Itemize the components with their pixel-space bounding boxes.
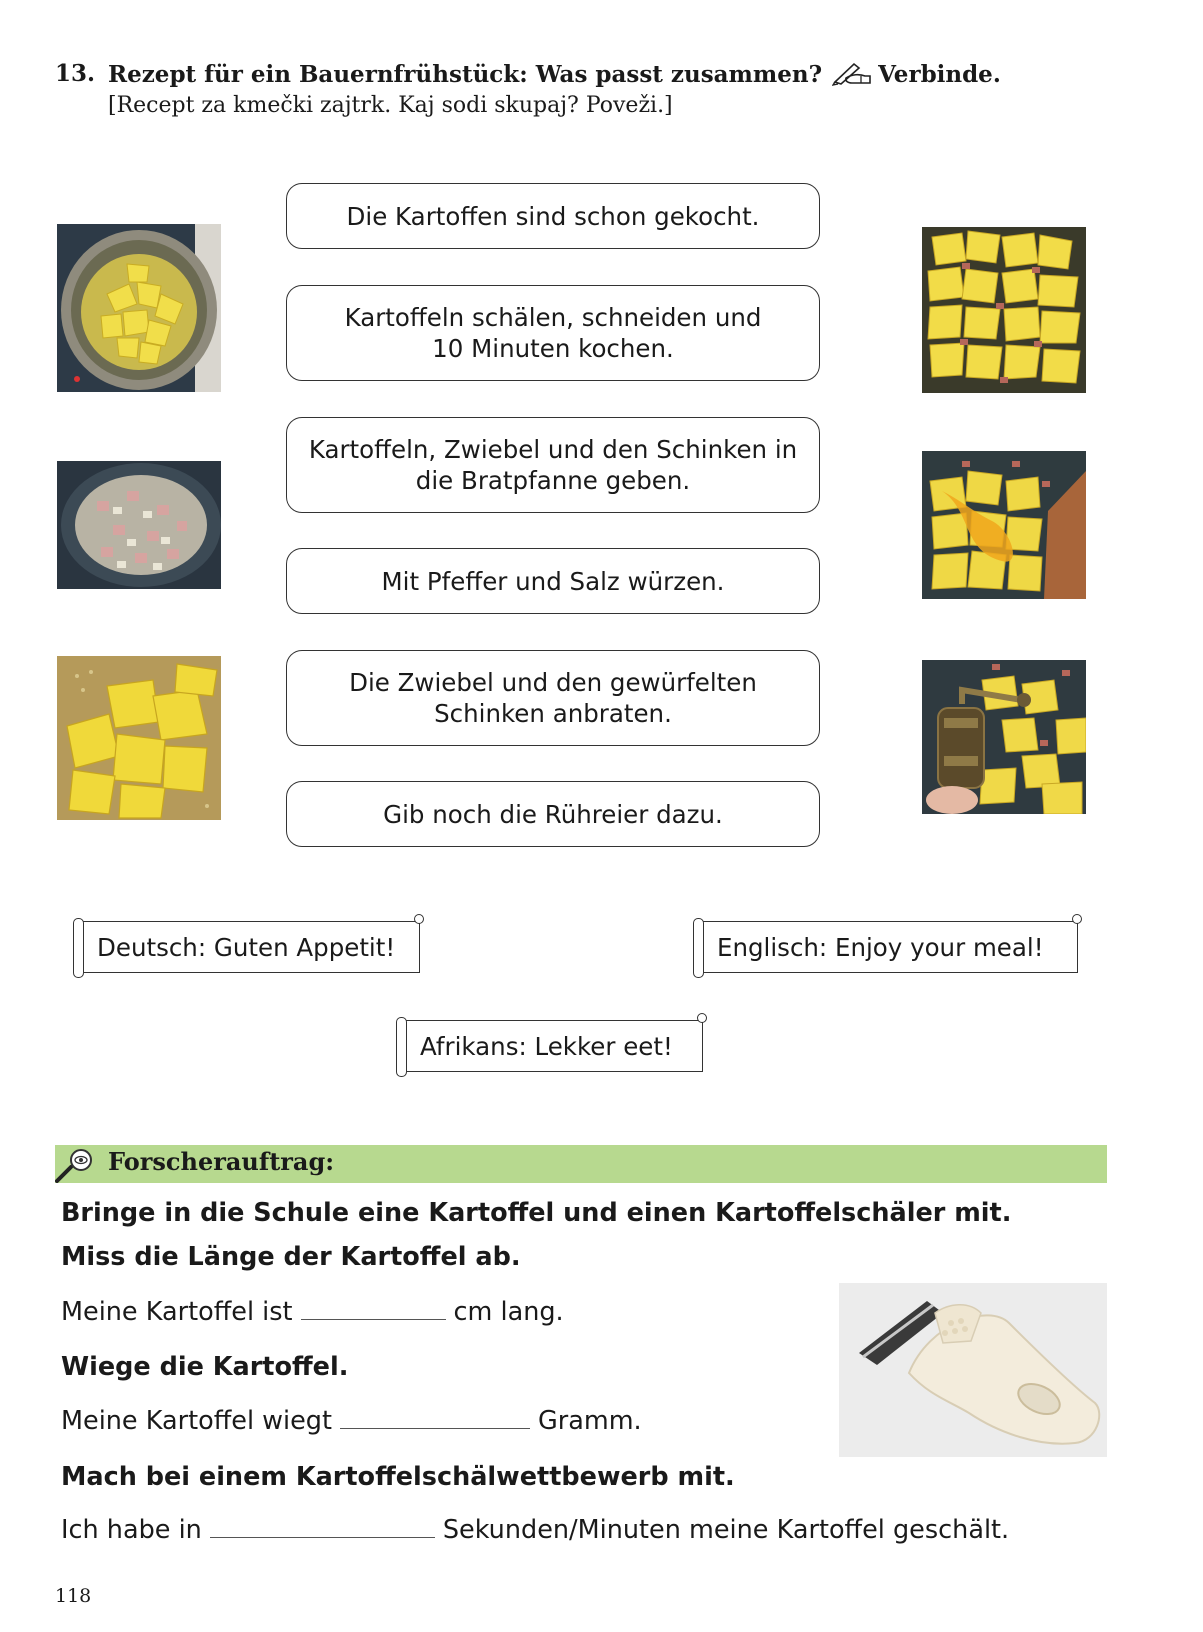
magnifier-eye-icon bbox=[55, 1147, 99, 1183]
length-line bbox=[61, 1297, 564, 1327]
sentence-text: Die Zwiebel und den gewürfelten Schinken anbraten. bbox=[349, 668, 757, 728]
length-after: cm lang. bbox=[453, 1297, 564, 1327]
writing-hand-icon bbox=[832, 60, 872, 86]
sentence-box[interactable] bbox=[286, 650, 820, 746]
time-blank[interactable] bbox=[210, 1515, 435, 1538]
scroll-curl-icon bbox=[1072, 914, 1082, 924]
exercise-instruction: Verbinde. bbox=[878, 61, 1001, 88]
length-before: Meine Kartoffel ist bbox=[61, 1297, 293, 1327]
scroll-curl-icon bbox=[396, 1017, 407, 1077]
sentence-text: Gib noch die Rühreier dazu. bbox=[383, 799, 723, 829]
exercise-translation: [Recept za kmečki zajtrk. Kaj sodi skupaj? Poveži.] bbox=[108, 93, 673, 118]
exercise-title bbox=[108, 60, 1001, 88]
length-blank[interactable] bbox=[301, 1297, 446, 1320]
scroll-curl-icon bbox=[414, 914, 424, 924]
research-task-1: Bringe in die Schule eine Kartoffel und einen Kartoffelschäler mit. bbox=[61, 1198, 1012, 1228]
photo-pepper-mill bbox=[922, 660, 1086, 814]
research-task-1b: Miss die Länge der Kartoffel ab. bbox=[61, 1242, 521, 1272]
sentence-text: Die Kartoffen sind schon gekocht. bbox=[346, 201, 760, 231]
sentence-box[interactable] bbox=[286, 285, 820, 381]
sentence-box[interactable] bbox=[286, 183, 820, 249]
exercise-title-text: Rezept für ein Bauernfrühstück: Was passt zusammen? bbox=[108, 61, 823, 88]
research-task-2: Wiege die Kartoffel. bbox=[61, 1352, 349, 1382]
scroll-curl-icon bbox=[73, 918, 84, 978]
greeting-text: Afrikans: Lekker eet! bbox=[420, 1031, 673, 1061]
greeting-english bbox=[700, 921, 1078, 973]
weight-line bbox=[61, 1406, 642, 1436]
scroll-curl-icon bbox=[693, 918, 704, 978]
greeting-afrikaans bbox=[403, 1020, 703, 1072]
photo-potatoes-colander bbox=[57, 656, 221, 820]
time-after: Sekunden/Minuten meine Kartoffel geschält. bbox=[442, 1515, 1010, 1545]
exercise-number: 13. bbox=[55, 60, 96, 87]
weight-blank[interactable] bbox=[340, 1406, 530, 1429]
greeting-text: Deutsch: Guten Appetit! bbox=[97, 932, 396, 962]
weight-before: Meine Kartoffel wiegt bbox=[61, 1406, 332, 1436]
time-before: Ich habe in bbox=[61, 1515, 202, 1545]
sentence-text: Kartoffeln schälen, schneiden und 10 Minuten kochen. bbox=[344, 303, 762, 363]
research-task-3: Mach bei einem Kartoffelschälwettbewerb mit. bbox=[61, 1462, 735, 1492]
time-line bbox=[61, 1515, 1009, 1545]
photo-onion-ham-pan bbox=[57, 461, 221, 589]
sentence-box[interactable] bbox=[286, 417, 820, 513]
greeting-german bbox=[80, 921, 420, 973]
page-number: 118 bbox=[55, 1585, 92, 1607]
weight-after: Gramm. bbox=[537, 1406, 642, 1436]
research-title: Forscherauftrag: bbox=[108, 1147, 335, 1176]
sentence-box[interactable] bbox=[286, 781, 820, 847]
scroll-curl-icon bbox=[697, 1013, 707, 1023]
photo-potatoes-boiling-pot bbox=[57, 224, 221, 392]
photo-eggs-added-pan bbox=[922, 451, 1086, 599]
photo-fried-potatoes-pan bbox=[922, 227, 1086, 393]
sentence-text: Mit Pfeffer und Salz würzen. bbox=[381, 566, 725, 596]
greeting-text: Englisch: Enjoy your meal! bbox=[717, 932, 1044, 962]
photo-potato-peeler bbox=[839, 1283, 1107, 1457]
sentence-text: Kartoffeln, Zwiebel und den Schinken in die Bratpfanne geben. bbox=[308, 435, 798, 495]
sentence-box[interactable] bbox=[286, 548, 820, 614]
